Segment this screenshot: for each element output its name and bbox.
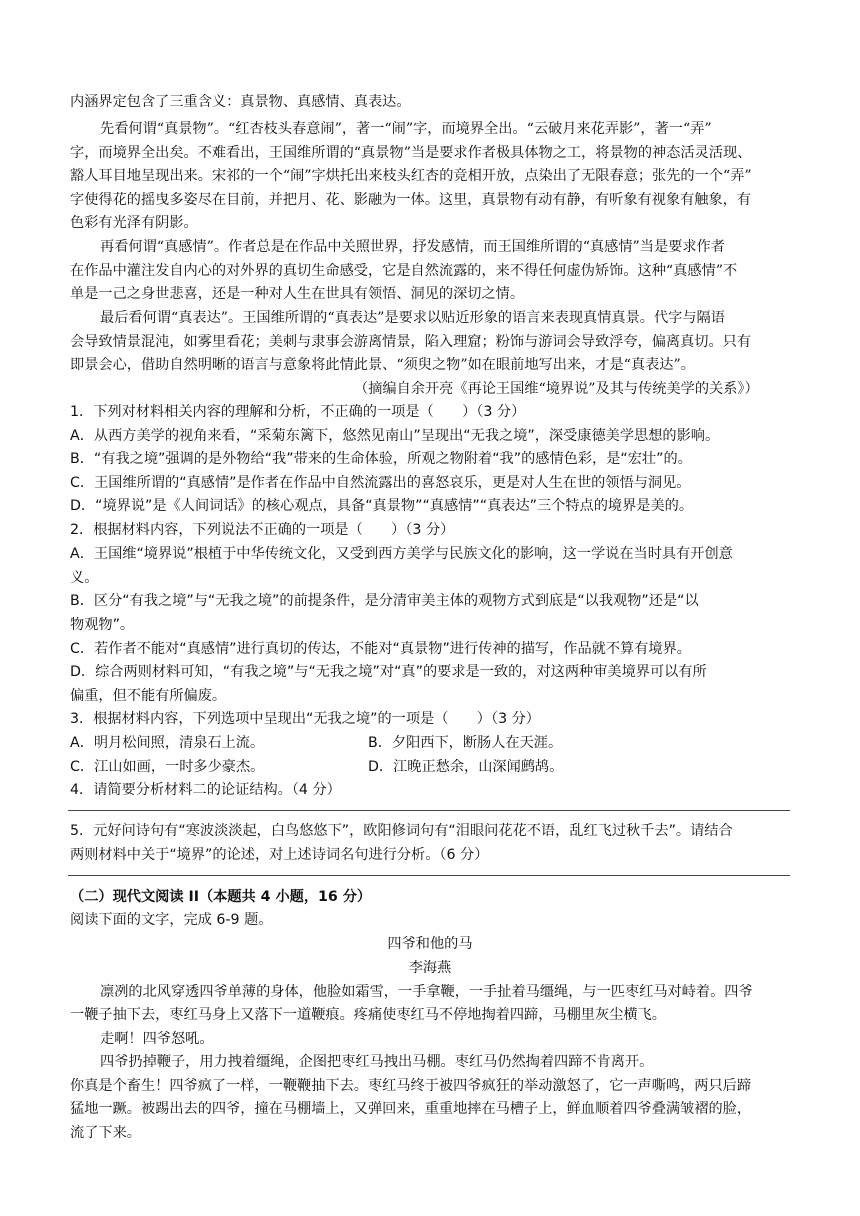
passage-line: 内涵界定包含了三重含义：真景物、真感情、真表达。 [70, 94, 411, 110]
story-line: 一鞭子抽下去，枣红马身上又落下一道鞭痕。疼痛使枣红马不停地掏着四蹄，马棚里灰尘横飞。 [70, 1007, 666, 1023]
question-3-option-b: B．夕阳西下，断肠人在天涯。 [368, 735, 563, 751]
question-2-line: 偏重，但不能有所偏废。 [70, 688, 227, 704]
section-heading: （二）现代文阅读 II（本题共 4 小题，16 分） [70, 889, 372, 905]
question-2-line: 物观物”。 [70, 617, 135, 633]
passage-line: 豁人耳目地呈现出来。宋祁的一个“闹”字烘托出来枝头红杏的竞相开放，点染出了无限春意；张先的一个“弄” [70, 168, 752, 184]
passage-line: 色彩有光泽有阴影。 [70, 215, 198, 231]
story-line: 走啊！四爷怒吼。 [100, 1031, 214, 1047]
story-line: 猛地一蹶。被踢出去的四爷，撞在马棚墙上，又弹回来，重重地摔在马槽子上，鲜血顺着四爷叠满皱褶的脸， [70, 1101, 752, 1117]
story-title: 四爷和他的马 [387, 936, 473, 952]
story-line: 流了下来。 [70, 1125, 141, 1141]
passage-line: 先看何谓“真景物”。“红杏枝头春意闹”，著一“闹”字，而境界全出。“云破月来花弄影”，著一“弄” [100, 121, 712, 137]
passage-line: 即景会心，借助自然明晰的语言与意象将此情此景、“须臾之物”如在眼前地写出来，才是“真表达”。 [70, 357, 695, 373]
question-1-option-b: B．“有我之境”强调的是外物给“我”带来的生命体验，所观之物附着“我”的感情色彩，是“宏壮”的。 [70, 451, 692, 467]
question-1-option-c: C．王国维所谓的“真感情”是作者在作品中自然流露出的喜怒哀乐，更是对人生在世的领悟与洞见。 [70, 475, 691, 491]
question-3-option-d: D．江晚正愁余，山深闻鹧鸪。 [368, 759, 564, 775]
question-1-option-a: A．从西方美学的视角来看，“采菊东篱下，悠然见南山”呈现出“无我之境”，深受康德美学思想的影响。 [70, 428, 720, 444]
question-2-line: D．综合两则材料可知，“有我之境”与“无我之境”对“真”的要求是一致的，对这两种审美境界可以有所 [70, 664, 707, 680]
question-5-line: 5．元好问诗句有“寒波淡淡起，白鸟悠悠下”，欧阳修词句有“泪眼问花花不语，乱红飞过秋千去”。请结合 [70, 823, 733, 839]
passage-line: 最后看何谓“真表达”。王国维所谓的“真表达”是要求以贴近形象的语言来表现真情真景。代字与隔语 [100, 310, 725, 326]
passage-line: 在作品中灌注发自内心的对外界的真切生命感受，它是自然流露的，来不得任何虚伪矫饰。这种“真感情”不 [70, 263, 738, 279]
question-3-option-c: C．江山如画，一时多少豪杰。 [70, 759, 265, 775]
question-2-line: A．王国维“境界说”根植于中华传统文化，又受到西方美学与民族文化的影响，这一学说在当时具有开创意 [70, 546, 733, 562]
passage-line: 字，而境界全出矣。不难看出，王国维所谓的“真景物”当是要求作者极具体物之工，将景物的神态活灵活现、 [70, 145, 752, 161]
source-citation: （摘编自余开亮《再论王国维“境界说”及其与传统美学的关系》） [354, 381, 759, 397]
question-2-line: B．区分“有我之境”与“无我之境”的前提条件，是分清审美主体的观物方式到底是“以我观物”还是“以 [70, 593, 699, 609]
section-instruction: 阅读下面的文字，完成 6-9 题。 [70, 912, 273, 928]
question-3-stem: 3．根据材料内容，下列选项中呈现出“无我之境”的一项是（ ）（3 分） [70, 711, 540, 727]
passage-line: 字使得花的摇曳多姿尽在目前，并把月、花、影融为一体。这里，真景物有动有静，有听象有视象有触象，有 [70, 192, 752, 208]
passage-line: 会导致情景混沌，如雾里看花；美刺与隶事会游离情景，陷入理窟；粉饰与游词会导致浮夸，偏离真切。只有 [70, 334, 752, 350]
answer-line [68, 810, 790, 811]
story-line: 四爷扔掉鞭子，用力拽着缰绳，企图把枣红马拽出马棚。枣红马仍然掏着四蹄不肯离开。 [100, 1054, 654, 1070]
question-1-stem: 1．下列对材料相关内容的理解和分析，不正确的一项是（ ）（3 分） [70, 404, 526, 420]
passage-line: 再看何谓“真感情”。作者总是在作品中关照世界，抒发感情，而王国维所谓的“真感情”当是要求作者 [100, 239, 725, 255]
answer-line [68, 875, 790, 876]
question-2-stem: 2．根据材料内容，下列说法不正确的一项是（ ）（3 分） [70, 522, 455, 538]
story-line: 凛冽的北风穿透四爷单薄的身体，他脸如霜雪，一手拿鞭，一手扯着马缰绳，与一匹枣红马对峙着。四爷 [100, 984, 753, 1000]
question-1-option-d: D．“境界说”是《人间词话》的核心观点，具备“真景物”“真感情”“真表达”三个特点的境界是美的。 [70, 498, 694, 514]
question-3-option-a: A．明月松间照，清泉石上流。 [70, 735, 265, 751]
passage-line: 单是一己之身世悲喜，还是一种对人生在世具有领悟、洞见的深切之情。 [70, 286, 525, 302]
question-5-line: 两则材料中关于“境界”的论述，对上述诗词名句进行分析。（6 分） [70, 847, 489, 863]
question-2-line: 义。 [70, 570, 99, 586]
question-4-stem: 4．请简要分析材料二的论证结构。（4 分） [70, 782, 341, 798]
story-line: 你真是个畜生！四爷疯了一样，一鞭鞭抽下去。枣红马终于被四爷疯狂的举动激怒了，它一声嘶鸣，两只后蹄 [70, 1078, 752, 1094]
question-2-line: C．若作者不能对“真感情”进行真切的传达，不能对“真景物”进行传神的描写，作品就不算有境界。 [70, 641, 691, 657]
story-author: 李海燕 [408, 960, 452, 976]
